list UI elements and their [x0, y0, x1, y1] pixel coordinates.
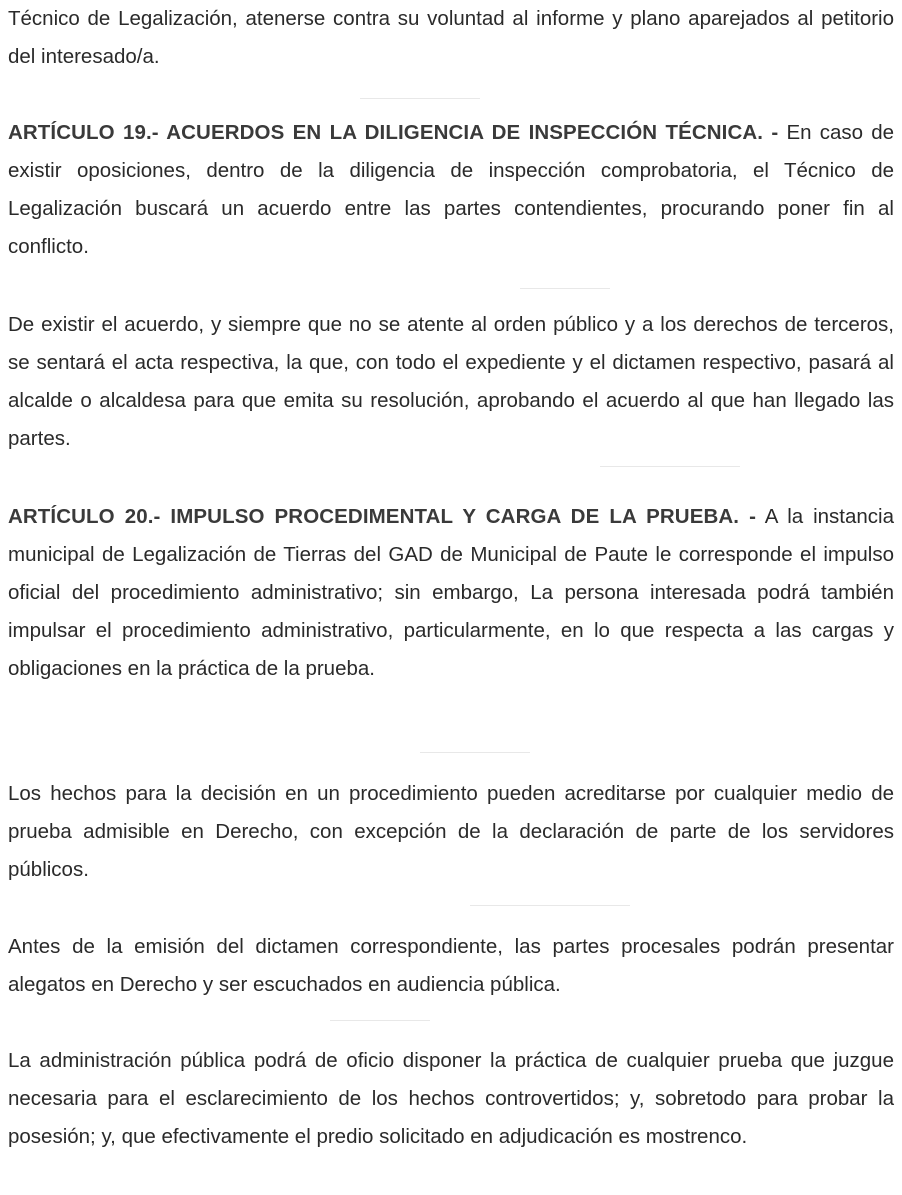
paragraph-hechos-text: Los hechos para la decisión en un procedimiento pueden acreditarse por cualquier medio de prueba admisible en Derecho, con excepción de la declaración de parte de los servidores públicos.	[8, 782, 894, 881]
paragraph-acuerdo-text: De existir el acuerdo, y siempre que no se atente al orden público y a los derechos de terceros, se sentará el acta respectiva, la que, con todo el expediente y el dictamen respectivo, pasará al alcalde o alcaldesa para que emita su resolución, aprobando el acuerdo al que han llegado las partes.	[8, 313, 894, 450]
article-19-heading: ARTÍCULO 19.- ACUERDOS EN LA DILIGENCIA DE INSPECCIÓN TÉCNICA. -	[8, 121, 779, 144]
article-20	[8, 498, 894, 688]
article-19	[8, 114, 894, 266]
article-19-body: En caso de existir oposiciones, dentro de la diligencia de inspección comprobatoria, el Técnico de Legalización buscará un acuerdo entre las partes contendientes, procurando poner fin al conflicto.	[8, 121, 895, 258]
paragraph-alegatos-text: Antes de la emisión del dictamen correspondiente, las partes procesales podrán presentar alegatos en Derecho y ser escuchados en audiencia pública.	[8, 935, 894, 996]
paragraph-acuerdo	[8, 306, 894, 458]
paragraph-alegatos	[8, 928, 894, 1004]
paragraph-continuation-text: Técnico de Legalización, atenerse contra su voluntad al informe y plano aparejados al petitorio del interesado/a.	[8, 7, 894, 68]
paragraph-continuation	[8, 0, 894, 76]
article-20-heading: ARTÍCULO 20.- IMPULSO PROCEDIMENTAL Y CARGA DE LA PRUEBA. -	[8, 505, 756, 528]
article-20-body: A la instancia municipal de Legalización de Tierras del GAD de Municipal de Paute le corresponde el impulso oficial del procedimiento administrativo; sin embargo, La persona interesada podrá también impulsar el procedimiento administrativo, particularmente, en lo que respecta a las cargas y obligaciones en la práctica de la prueba.	[8, 505, 894, 680]
paragraph-prueba-oficio-text: La administración pública podrá de oficio disponer la práctica de cualquier prueba que juzgue necesaria para el esclarecimiento de los hechos controvertidos; y, sobretodo para probar la posesión; y, que efectivamente el predio solicitado en adjudicación es mostrenco.	[8, 1049, 894, 1148]
paragraph-hechos	[8, 775, 894, 889]
paragraph-prueba-oficio	[8, 1042, 894, 1156]
